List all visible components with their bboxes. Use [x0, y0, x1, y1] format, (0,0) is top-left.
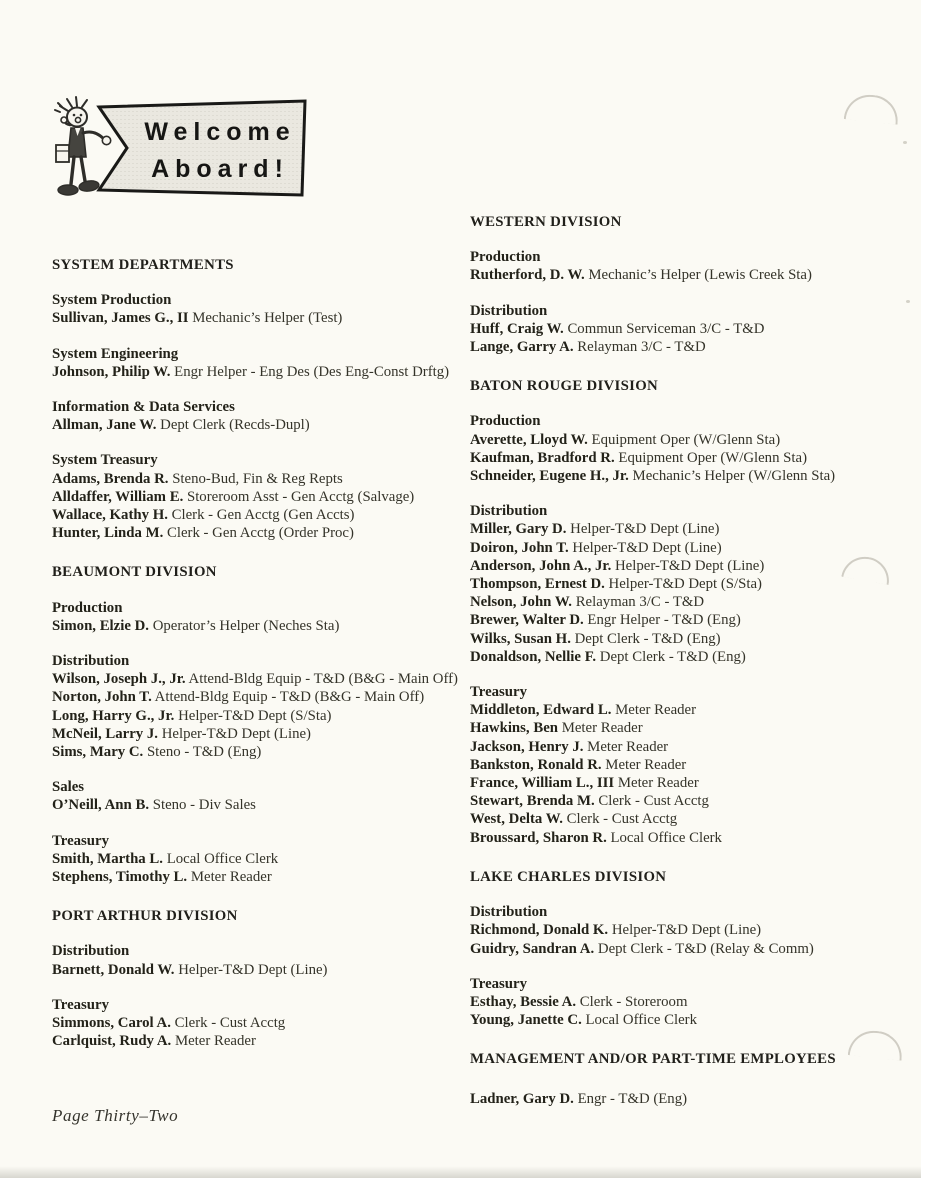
- employee-title: Clerk - Cust Acctg: [598, 793, 709, 810]
- employee-name: Simmons, Carol A.: [52, 1015, 171, 1032]
- department-group: [52, 652, 462, 761]
- employee-name: Donaldson, Nellie F.: [470, 648, 597, 665]
- employee-title: Steno - T&D (Eng): [146, 744, 262, 761]
- employee-title: Helper-T&D Dept (S/Sta): [178, 707, 332, 724]
- department-group: [52, 778, 462, 814]
- employee-entry: [52, 796, 462, 814]
- employee-title: Local Office Clerk: [610, 829, 722, 846]
- employee-name: Kaufman, Bradford R.: [470, 449, 615, 466]
- employee-name: Lange, Garry A.: [470, 339, 574, 356]
- employee-entry: [470, 756, 915, 774]
- employee-entry: [470, 611, 915, 629]
- employee-title: Helper-T&D Dept (Line): [178, 961, 328, 978]
- department-label: Sales: [52, 779, 85, 796]
- department-group: [470, 903, 915, 958]
- employee-name: Richmond, Donald K.: [470, 922, 609, 939]
- employee-title: Relayman 3/C - T&D: [575, 594, 705, 611]
- department-label: Treasury: [52, 832, 109, 849]
- employee-entry: [470, 431, 915, 449]
- employee-title: Helper-T&D Dept (Line): [572, 539, 722, 556]
- employee-entry: [52, 707, 462, 725]
- department-group: [52, 345, 462, 381]
- employee-title: Meter Reader: [190, 869, 272, 886]
- employee-title: Mechanic’s Helper (W/Glenn Sta): [632, 468, 836, 485]
- employee-entry: [52, 725, 462, 743]
- employee-entry: [52, 670, 462, 688]
- employee-name: Nelson, John W.: [470, 594, 572, 611]
- employee-title: Steno-Bud, Fin & Reg Repts: [172, 470, 343, 487]
- employee-name: Barnett, Donald W.: [52, 961, 175, 978]
- employee-name: Sullivan, James G., II: [52, 310, 189, 327]
- employee-name: Jackson, Henry J.: [470, 738, 584, 755]
- employee-title: Relayman 3/C - T&D: [577, 339, 706, 356]
- employee-title: Helper-T&D Dept (Line): [570, 521, 720, 538]
- department-label: Treasury: [470, 684, 527, 701]
- employee-title: Dept Clerk - T&D (Relay & Comm): [597, 940, 814, 957]
- employee-name: Carlquist, Rudy A.: [52, 1033, 172, 1050]
- employee-entry: [52, 617, 462, 635]
- department-label: Distribution: [52, 653, 130, 670]
- banner-text-line2: Aboard!: [151, 155, 289, 183]
- employee-title: Equipment Oper (W/Glenn Sta): [591, 431, 781, 448]
- division-heading: PORT ARTHUR DIVISION: [52, 908, 238, 925]
- employee-entry: [52, 363, 462, 381]
- employee-entry: [52, 524, 462, 542]
- department-group: [470, 248, 915, 284]
- employee-entry: [470, 1090, 915, 1108]
- employee-entry: [52, 309, 462, 327]
- employee-name: McNeil, Larry J.: [52, 725, 159, 742]
- employee-title: Attend-Bldg Equip - T&D (B&G - Main Off): [154, 689, 425, 706]
- department-label: Information & Data Services: [52, 399, 235, 416]
- employee-title: Storeroom Asst - Gen Acctg (Salvage): [186, 488, 415, 505]
- employee-entry: [470, 810, 915, 828]
- employee-title: Local Office Clerk: [166, 850, 279, 867]
- employee-entry: [52, 961, 462, 979]
- employee-name: Thompson, Ernest D.: [470, 576, 605, 593]
- employee-name: Brewer, Walter D.: [470, 612, 584, 629]
- department-group: [52, 599, 462, 635]
- employee-entry: [470, 266, 915, 284]
- employee-name: Sims, Mary C.: [52, 744, 144, 761]
- employee-entry: [52, 416, 462, 434]
- department-label: System Treasury: [52, 452, 158, 469]
- employee-entry: [470, 320, 915, 338]
- employee-title: Meter Reader: [615, 702, 697, 719]
- department-label: Distribution: [470, 302, 548, 319]
- employee-title: Dept Clerk (Recds-Dupl): [160, 417, 310, 434]
- employee-entry: [470, 829, 915, 847]
- division-heading: SYSTEM DEPARTMENTS: [52, 257, 234, 273]
- employee-name: Huff, Craig W.: [470, 320, 564, 337]
- employee-name: Stephens, Timothy L.: [52, 869, 188, 886]
- scan-speck: [906, 300, 910, 303]
- department-group: [52, 291, 462, 327]
- department-label: System Engineering: [52, 345, 179, 362]
- employee-entry: [52, 506, 462, 524]
- division-heading: WESTERN DIVISION: [470, 214, 622, 230]
- employee-title: Mechanic’s Helper (Test): [192, 310, 343, 327]
- employee-entry: [52, 1014, 462, 1032]
- employee-entry: [470, 774, 915, 792]
- employee-title: Meter Reader: [561, 720, 643, 737]
- employee-name: O’Neill, Ann B.: [52, 797, 150, 814]
- employee-title: Helper-T&D Dept (S/Sta): [608, 576, 762, 593]
- department-label: Production: [470, 413, 541, 430]
- employee-entry: [470, 520, 915, 538]
- left-column: [52, 256, 462, 1068]
- department-group: [52, 996, 462, 1051]
- employee-name: Hunter, Linda M.: [52, 525, 164, 542]
- employee-entry: [52, 688, 462, 706]
- employee-entry: [470, 701, 915, 719]
- employee-name: Alldaffer, William E.: [52, 488, 184, 505]
- employee-title: Clerk - Gen Acctg (Order Proc): [166, 525, 354, 542]
- employee-name: Allman, Jane W.: [52, 417, 157, 434]
- department-label: Distribution: [52, 943, 130, 960]
- employee-entry: [470, 738, 915, 756]
- division-heading: LAKE CHARLES DIVISION: [470, 868, 667, 885]
- employee-name: Schneider, Eugene H., Jr.: [470, 468, 629, 485]
- employee-name: Johnson, Philip W.: [52, 363, 171, 380]
- employee-entry: [52, 488, 462, 506]
- employee-entry: [470, 940, 915, 958]
- employee-name: Anderson, John A., Jr.: [470, 557, 612, 574]
- employee-title: Engr - T&D (Eng): [577, 1090, 688, 1107]
- department-group: [470, 975, 915, 1030]
- employee-title: Steno - Div Sales: [152, 797, 256, 814]
- employee-name: West, Delta W.: [470, 811, 563, 828]
- employee-name: Middleton, Edward L.: [470, 702, 612, 719]
- employee-title: Equipment Oper (W/Glenn Sta): [618, 449, 808, 466]
- employee-entry: [470, 539, 915, 557]
- department-group: [470, 502, 915, 666]
- page-footer: Page Thirty–Two: [52, 1106, 179, 1125]
- employee-entry: [470, 338, 915, 356]
- employee-title: Helper-T&D Dept (Line): [615, 557, 765, 574]
- employee-name: Young, Janette C.: [470, 1012, 582, 1029]
- employee-name: Long, Harry G., Jr.: [52, 707, 175, 724]
- employee-entry: [470, 921, 915, 939]
- employee-name: Adams, Brenda R.: [52, 470, 169, 487]
- employee-name: France, William L., III: [470, 775, 615, 792]
- employee-name: Bankston, Ronald R.: [470, 756, 602, 773]
- employee-name: Smith, Martha L.: [52, 850, 163, 867]
- department-group: [52, 398, 462, 434]
- employee-name: Norton, John T.: [52, 689, 152, 706]
- employee-name: Simon, Elzie D.: [52, 617, 150, 634]
- department-group: [470, 1090, 915, 1108]
- employee-name: Guidry, Sandran A.: [470, 940, 595, 957]
- banner-text-line1: Welcome: [144, 118, 296, 146]
- employee-title: Dept Clerk - T&D (Eng): [599, 648, 746, 665]
- department-group: [52, 451, 462, 542]
- binder-hole-shadow: [844, 92, 901, 124]
- employee-entry: [470, 449, 915, 467]
- employee-name: Wilks, Susan H.: [470, 630, 571, 647]
- employee-title: Operator’s Helper (Neches Sta): [152, 617, 340, 634]
- department-group: [52, 942, 462, 978]
- employee-entry: [52, 470, 462, 488]
- employee-title: Engr Helper - T&D (Eng): [587, 612, 741, 629]
- employee-entry: [470, 719, 915, 737]
- employee-name: Stewart, Brenda M.: [470, 793, 595, 810]
- welcome-aboard-banner: [96, 98, 308, 198]
- employee-entry: [470, 630, 915, 648]
- employee-name: Ladner, Gary D.: [470, 1090, 574, 1107]
- employee-name: Wilson, Joseph J., Jr.: [52, 671, 186, 688]
- employee-title: Clerk - Storeroom: [579, 993, 688, 1010]
- employee-entry: [470, 792, 915, 810]
- employee-entry: [470, 1011, 915, 1029]
- employee-name: Hawkins, Ben: [470, 720, 558, 737]
- employee-title: Clerk - Gen Acctg (Gen Accts): [171, 507, 355, 524]
- employee-title: Attend-Bldg Equip - T&D (B&G - Main Off): [188, 671, 458, 688]
- employee-name: Wallace, Kathy H.: [52, 507, 168, 524]
- department-label: Production: [52, 599, 123, 616]
- employee-title: Meter Reader: [617, 775, 699, 792]
- department-label: Treasury: [52, 996, 109, 1013]
- employee-title: Helper-T&D Dept (Line): [161, 725, 311, 742]
- employee-title: Mechanic’s Helper (Lewis Creek Sta): [588, 267, 812, 284]
- employee-title: Meter Reader: [587, 738, 669, 755]
- employee-entry: [470, 993, 915, 1011]
- employee-entry: [52, 850, 462, 868]
- employee-name: Broussard, Sharon R.: [470, 829, 607, 846]
- employee-title: Helper-T&D Dept (Line): [611, 922, 762, 939]
- department-group: [52, 832, 462, 887]
- employee-name: Doiron, John T.: [470, 539, 569, 556]
- employee-entry: [470, 648, 915, 666]
- employee-title: Meter Reader: [174, 1033, 256, 1050]
- employee-title: Clerk - Cust Acctg: [566, 811, 678, 828]
- employee-entry: [470, 593, 915, 611]
- department-label: Production: [470, 249, 541, 266]
- employee-name: Miller, Gary D.: [470, 521, 567, 538]
- employee-title: Local Office Clerk: [585, 1012, 697, 1029]
- employee-name: Esthay, Bessie A.: [470, 993, 577, 1010]
- department-label: System Production: [52, 292, 172, 309]
- department-group: [470, 302, 915, 357]
- scan-bottom-shadow: [0, 1166, 921, 1178]
- employee-title: Clerk - Cust Acctg: [174, 1015, 286, 1032]
- department-group: [470, 683, 915, 847]
- division-heading: BEAUMONT DIVISION: [52, 564, 217, 581]
- employee-entry: [470, 467, 915, 485]
- employee-title: Commun Serviceman 3/C - T&D: [567, 320, 765, 337]
- employee-name: Averette, Lloyd W.: [470, 431, 588, 448]
- employee-entry: [52, 868, 462, 886]
- division-heading: BATON ROUGE DIVISION: [470, 378, 658, 395]
- division-heading: MANAGEMENT AND/OR PART-TIME EMPLOYEES: [470, 1051, 836, 1068]
- employee-title: Engr Helper - Eng Des (Des Eng-Const Drftg): [174, 363, 450, 380]
- employee-title: Meter Reader: [605, 756, 687, 773]
- employee-name: Rutherford, D. W.: [470, 267, 585, 284]
- employee-entry: [52, 1032, 462, 1050]
- right-column: [470, 213, 915, 1125]
- department-label: Treasury: [470, 975, 527, 992]
- department-label: Distribution: [470, 503, 548, 520]
- employee-entry: [52, 743, 462, 761]
- department-group: [470, 412, 915, 485]
- employee-title: Dept Clerk - T&D (Eng): [574, 630, 721, 647]
- scan-speck: [903, 141, 907, 144]
- department-label: Distribution: [470, 904, 548, 921]
